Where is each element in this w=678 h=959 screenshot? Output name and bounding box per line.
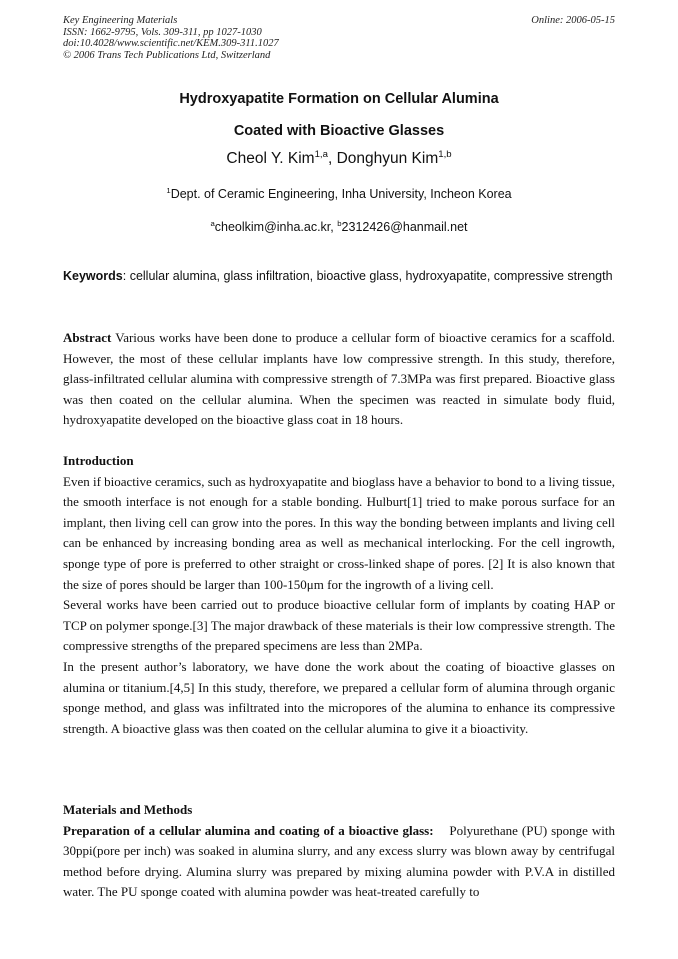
paragraph: Several works have been carried out to produce bioactive cellular form of implants by coating HAP or TCP on polymer sponge.[3] The major drawback of these materials is their low compressive strength. The compressive strengths of the prepared specimens are less than 2MPa. [63, 597, 615, 654]
email-link[interactable]: cheolkim@inha.ac.kr, [214, 220, 338, 234]
author-superscript: 1,b [438, 148, 452, 160]
email-superscript: b [337, 218, 342, 228]
author-list [63, 150, 615, 168]
keywords [63, 266, 615, 287]
issn-line: ISSN: 1662-9795, Vols. 309-311, pp 1027-1030 [63, 26, 262, 38]
abstract-text: Various works have been done to produce a cellular form of bioactive ceramics for a scaffold. However, the most of these cellular implants have low compressive strength. In this study, therefore, glass-infiltrated cellular alumina with compressive strength of 7.3MPa was first prepared. Bioactive glass was then coated on the cellular alumina. When the specimen was reacted in simulate body fluid, hydroxyapatite developed on the bioactive glass coat in 18 hours. [63, 330, 615, 428]
methods-section [63, 800, 619, 903]
keywords-label: Keywords [63, 269, 123, 283]
author-separator: , [327, 150, 337, 167]
copyright-line: © 2006 Trans Tech Publications Ltd, Switzerland [63, 49, 271, 61]
author-superscript: 1,a [314, 148, 328, 160]
online-date: Online: 2006-05-15 [531, 15, 615, 26]
email-superscript: a [210, 218, 215, 228]
affiliation [63, 187, 615, 201]
author-name: Cheol Y. Kim [226, 150, 315, 167]
journal-name: Key Engineering Materials [63, 15, 178, 26]
paragraph: Even if bioactive ceramics, such as hydroxyapatite and bioglass have a behavior to bond to a living tissue, the smooth interface is not enough for a stable bonding. Hulburt[1] tried to make porous surface for an implant, then living cell can grow into the pores. In this way the bonding between implants and living cell can be enhanced by increasing bonding area as well as mechanical interlocking. For the cell ingrowth, sponge type of pore is preferred to other straight or cross-linked shape of pores. [2] It is also known that the size of pores should be larger than 100-150μm for the ingrowth of a living cell. [63, 473, 615, 592]
paper-title-line-1: Hydroxyapatite Formation on Cellular Alumina [179, 91, 499, 107]
introduction-section [63, 451, 615, 739]
paper-title-line-2: Coated with Bioactive Glasses [233, 123, 445, 139]
paragraph: Polyurethane (PU) sponge with 30ppi(pore per inch) was soaked in alumina slurry, and any excess slurry was blown away by centrifugal method before drying. Alumina slurry was prepared by mixing alumina powder with P.V.A in distilled water. The PU sponge coated with alumina powder was heat-treated carefully to [63, 822, 619, 900]
doi-line[interactable]: doi:10.4028/www.scientific.net/KEM.309-311.1027 [63, 38, 279, 49]
affiliation-text: Dept. of Ceramic Engineering, Inha University, Incheon Korea [170, 187, 512, 201]
subsection-heading: Preparation of a cellular alumina and coating of a bioactive glass: [63, 822, 434, 838]
keywords-text: : cellular alumina, glass infiltration, bioactive glass, hydroxyapatite, compressive strength [122, 269, 613, 283]
author-name: Donghyun Kim [336, 150, 439, 167]
email-link[interactable]: 2312426@hanmail.net [341, 220, 468, 234]
abstract-label: Abstract [63, 330, 112, 345]
affiliation-superscript: 1 [166, 185, 171, 195]
paragraph: In the present author’s laboratory, we have done the work about the coating of bioactive glasses on alumina or titanium.[4,5] In this study, therefore, we prepared a cellular form of alumina through organic sponge method, and glass was infiltrated into the micropores of the alumina to enhance its compressive strength. A bioactive glass was then coated on the cellular alumina to give it a bioactivity. [63, 658, 615, 736]
section-heading: Materials and Methods [63, 802, 193, 817]
publication-header [63, 15, 615, 61]
section-heading: Introduction [63, 453, 134, 468]
abstract-section [63, 328, 615, 431]
author-emails [63, 220, 615, 234]
